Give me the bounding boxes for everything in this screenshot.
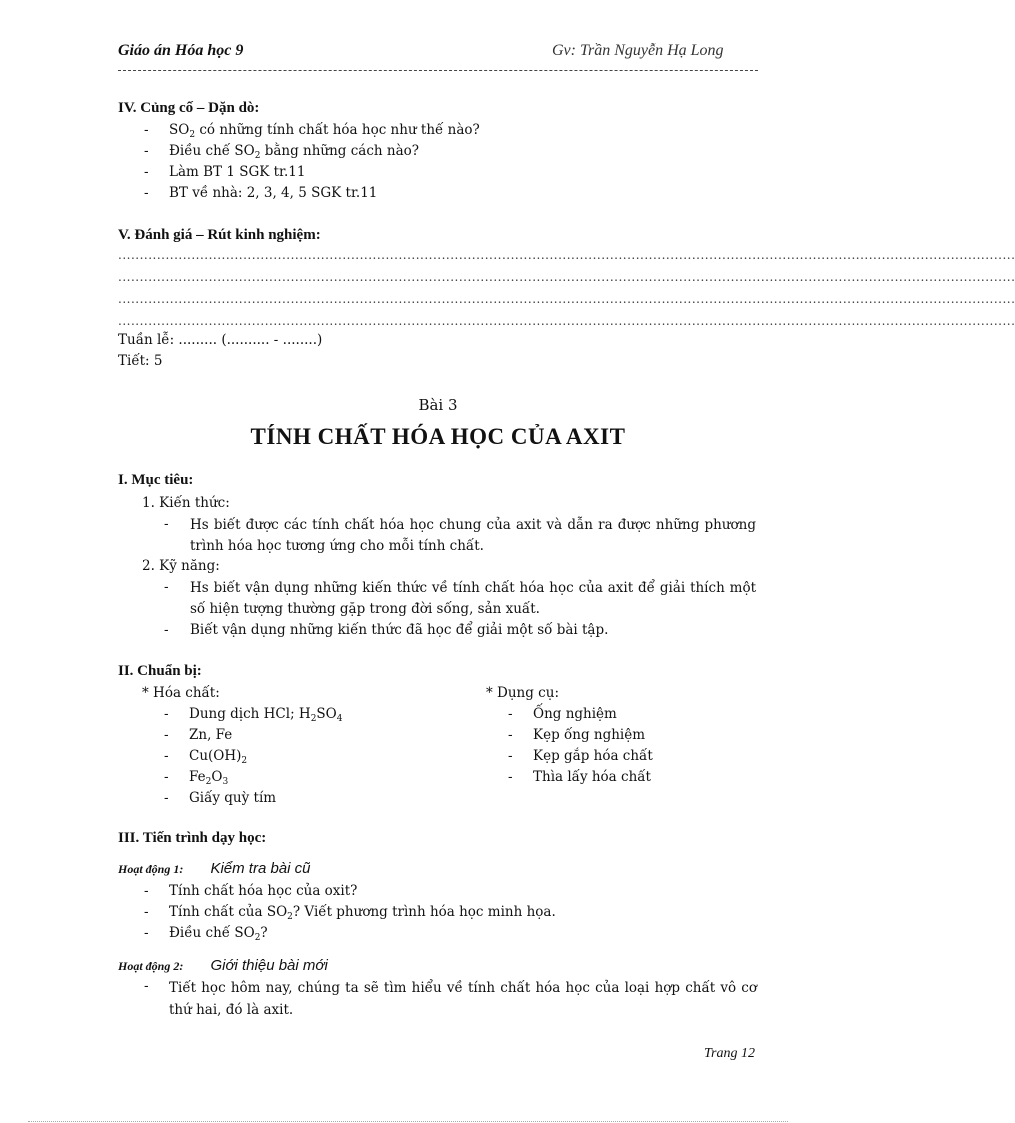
section-goals-title: I. Mục tiêu: — [118, 472, 194, 488]
activity-1-item: - Tính chất của $SO_2$? Viết phương trình hóa học minh họa. — [144, 904, 556, 922]
prep-chemical-item: - Dung dịch HCl; $H_2SO_4$ — [164, 706, 343, 724]
activity-2-dash: - — [144, 978, 149, 994]
evaluation-dotted-line: ................................................................................................................................................................................................................ — [118, 248, 1015, 262]
review-item-4: - BT về nhà: 2, 3, 4, 5 SGK tr.11 — [144, 185, 378, 201]
prep-chemical-item: - Giấy quỳ tím — [164, 790, 277, 806]
review-item-1: - $SO_2$ có những tính chất hóa học như thế nào? — [144, 122, 480, 140]
page-bottom-border — [28, 1121, 788, 1122]
header-teacher-name: Gv: Trần Nguyễn Hạ Long — [552, 42, 724, 59]
goals-knowledge-label: 1. Kiến thức: — [142, 495, 230, 511]
activity-1-label: Kiểm tra bài cũ — [210, 860, 311, 877]
prep-chemical-item: - $Cu(OH)_2$ — [164, 748, 248, 766]
lesson-title: TÍNH CHẤT HÓA HỌC CỦA AXIT — [250, 424, 626, 449]
activity-1-script-label: Hoạt động 1: — [118, 862, 184, 876]
prep-chemical-item: - Zn, Fe — [164, 727, 233, 743]
header-divider — [118, 70, 758, 71]
evaluation-dotted-line: ................................................................................................................................................................................................................ — [118, 314, 1015, 328]
activity-1-item: - Tính chất hóa học của oxit? — [144, 883, 358, 899]
prep-chemical-item: - $Fe_2O_3$ — [164, 769, 229, 787]
section-review-title: IV. Củng cố – Dặn dò: — [118, 100, 260, 116]
evaluation-dotted-line: ................................................................................................................................................................................................................ — [118, 292, 1015, 306]
evaluation-dotted-line: ................................................................................................................................................................................................................ — [118, 270, 1015, 284]
goals-knowledge-item: Hs biết được các tính chất hóa học chung của axit và dẫn ra được những phương trình hóa học tương ứng cho mỗi tính chất. — [190, 517, 756, 554]
goals-skills-item-1: Hs biết vận dụng những kiến thức về tính chất hóa học của axit để giải thích một số hiện tượng thường gặp trong đời sống, sản xuất. — [190, 580, 756, 617]
goals-skills-dash: - — [164, 579, 169, 595]
goals-knowledge-dash: - — [164, 516, 169, 532]
lesson-number: Bài 3 — [418, 396, 458, 414]
prep-tools-title: * Dụng cụ: — [486, 685, 559, 701]
goals-skills-item-2: Biết vận dụng những kiến thức đã học để giải một số bài tập. — [190, 622, 609, 638]
goals-skills-label: 2. Kỹ năng: — [142, 558, 220, 574]
prep-chemicals-title: * Hóa chất: — [142, 685, 220, 701]
activity-2-heading — [118, 955, 328, 974]
activity-2-label: Giới thiệu bài mới — [210, 957, 328, 974]
week-line: Tuần lễ: ......... (.......... - ........) — [118, 332, 323, 348]
prep-tool-item: - Kẹp gắp hóa chất — [508, 748, 653, 764]
activity-2-script-label: Hoạt động 2: — [118, 959, 184, 973]
period-line: Tiết: 5 — [118, 353, 163, 369]
prep-tool-item: - Thìa lấy hóa chất — [508, 769, 651, 785]
activity-1-heading — [118, 858, 310, 877]
review-item-3: - Làm BT 1 SGK tr.11 — [144, 164, 306, 180]
page-number: Trang 12 — [704, 1046, 755, 1061]
prep-tool-item: - Ống nghiệm — [508, 706, 617, 722]
goals-skills-dash: - — [164, 622, 169, 638]
prep-tool-item: - Kẹp ống nghiệm — [508, 727, 646, 743]
activity-2-item: Tiết học hôm nay, chúng ta sẽ tìm hiểu về tính chất hóa học của loại hợp chất vô cơ thứ hai, đó là axit. — [169, 980, 757, 1018]
review-item-2: - Điều chế $SO_2$ bằng những cách nào? — [144, 143, 420, 161]
section-process-title: III. Tiến trình dạy học: — [118, 830, 267, 846]
header-course-title: Giáo án Hóa học 9 — [118, 42, 244, 59]
section-evaluation-title: V. Đánh giá – Rút kinh nghiệm: — [118, 227, 321, 243]
section-prep-title: II. Chuẩn bị: — [118, 663, 202, 679]
activity-1-item: - Điều chế $SO_2$? — [144, 925, 268, 943]
